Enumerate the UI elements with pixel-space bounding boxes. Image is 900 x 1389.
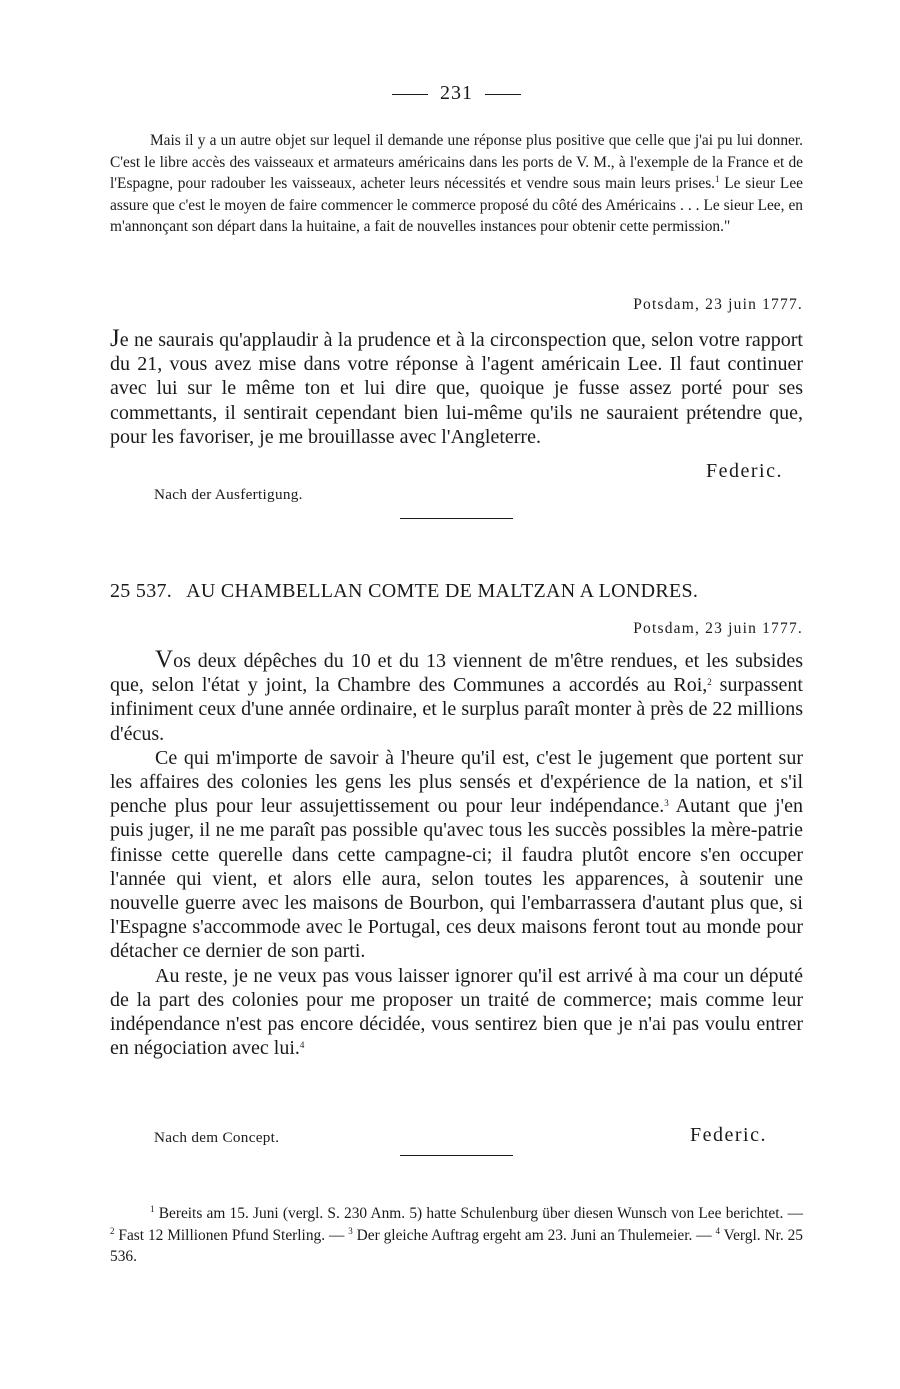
section-divider-1 <box>400 518 513 519</box>
letter2-number: 25 537. <box>110 580 173 602</box>
letter1-text: e ne saurais qu'applaudir à la prudence et à la circonspection que, selon votre rapport du 21, vous avez mise dans votre réponse à l'agent américain Lee. Il faut continuer avec lui sur le même ton et lui dire que, quoique je fusse assez porté pour ses commettants, il sentirait cependant bien lui-même qu'ils ne sauraient prétendre que, pour les favoriser, je me brouillasse avec l'Angleterre. <box>110 329 803 448</box>
footnote-3: Der gleiche Auftrag ergeht am 23. Juni an Thulemeier. — <box>352 1226 716 1244</box>
footnote-4: Vergl. Nr. 25 536. <box>110 1226 803 1266</box>
letter2-title: AU CHAMBELLAN COMTE DE MALTZAN A LONDRES. <box>186 580 699 602</box>
letter1-signature: Federic. <box>706 460 783 482</box>
letter2-body <box>110 648 803 1060</box>
letter1-place-date: Potsdam, 23 juin 1777. <box>633 296 803 313</box>
footnotes <box>110 1203 803 1268</box>
letter2-dropcap: V <box>155 646 174 673</box>
intro-paragraph <box>110 130 803 238</box>
section-divider-2 <box>400 1155 513 1156</box>
footnote-1: Bereits am 15. Juni (vergl. S. 230 Anm. 5) hatte Schulenburg über diesen Wunsch von Lee berichtet. — <box>154 1205 803 1222</box>
footnote-ref-4: 4 <box>299 1040 305 1051</box>
letter2-p2-a: Ce qui m'importe de savoir à l'heure qu'il est, c'est le jugement que portent sur les affaires des colonies les gens les plus sensés et d'expérience de la nation, et s'il penche plus pour leur assujettissement ou pour leur indépendance. <box>110 746 803 818</box>
footnote-2: Fast 12 Millionen Pfund Sterling. — <box>114 1226 349 1244</box>
document-page <box>110 0 803 1389</box>
footnote-ref-3: 3 <box>664 798 669 809</box>
footnote-mark-2: 2 <box>110 1225 115 1236</box>
letter2-heading <box>110 580 803 603</box>
letter2-signature: Federic. <box>690 1124 767 1146</box>
letter2-p2-b: Autant que j'en puis juger, il ne me paraît pas possible qu'avec tous les succès possibles la mère-patrie finisse cette querelle dans cette campagne-ci; il faudra plutôt encore s'en occuper l'année qui vient, et alors elle aura, selon toutes les apparences, à soutenir une nouvelle guerre avec les maisons de Bourbon, qui l'embarrassera d'autant plus que, si l'Espagne s'accommode avec le Portugal, ces deux maisons feront tout au monde pour détacher ce dernier de son parti. <box>110 795 803 963</box>
footnote-mark-4: 4 <box>715 1225 721 1236</box>
footnote-mark-1: 1 <box>150 1204 155 1214</box>
letter2-p1-a: os deux dépêches du 10 et du 13 viennent de m'être rendues, et les subsides que, selon l'état y joint, la Chambre des Communes a accordés au Roi, <box>110 650 803 697</box>
footnote-ref-2: 2 <box>707 677 712 688</box>
page-number-line <box>110 82 803 105</box>
letter2-place-date: Potsdam, 23 juin 1777. <box>633 620 803 637</box>
page-number-dash-right <box>485 94 521 95</box>
intro-text-after: Le sieur Lee assure que c'est le moyen de faire commencer le commerce proposé du côté des Américains . . . Le sieur Lee, en m'annonçant son départ dans la huitaine, a fait de nouvelles instances pour obtenir cette permission." <box>110 175 803 236</box>
letter2-p3-a: Au reste, je ne veux pas vous laisser ignorer qu'il est arrivé à ma cour un député de la part des colonies pour me proposer un traité de commerce; mais comme leur indépendance n'est pas encore décidée, vous sentirez bien que je n'ai pas voulu entrer en négociation avec lui. <box>110 964 803 1060</box>
footnote-mark-3: 3 <box>348 1225 353 1236</box>
letter2-p1-b: surpassent infiniment ceux d'une année ordinaire, et le surplus paraît monter à près de 22 millions d'écus. <box>110 674 803 745</box>
letter1-source-note: Nach der Ausfertigung. <box>154 486 303 503</box>
letter1-body <box>110 327 803 449</box>
letter2-source-note: Nach dem Concept. <box>154 1129 280 1146</box>
footnote-ref-1: 1 <box>715 174 720 185</box>
page-number: 231 <box>440 82 473 104</box>
intro-text: Mais il y a un autre objet sur lequel il demande une réponse plus positive que celle que j'ai pu lui donner. C'est le libre accès des vaisseaux et armateurs américains dans les ports de V. M., à l'exemple de la France et de l'Espagne, pour radouber les vaisseaux, acheter leurs nécessités et vendre sous main leurs prises. <box>110 132 803 193</box>
letter1-dropcap: J <box>110 325 120 352</box>
page-number-dash-left <box>392 94 428 95</box>
